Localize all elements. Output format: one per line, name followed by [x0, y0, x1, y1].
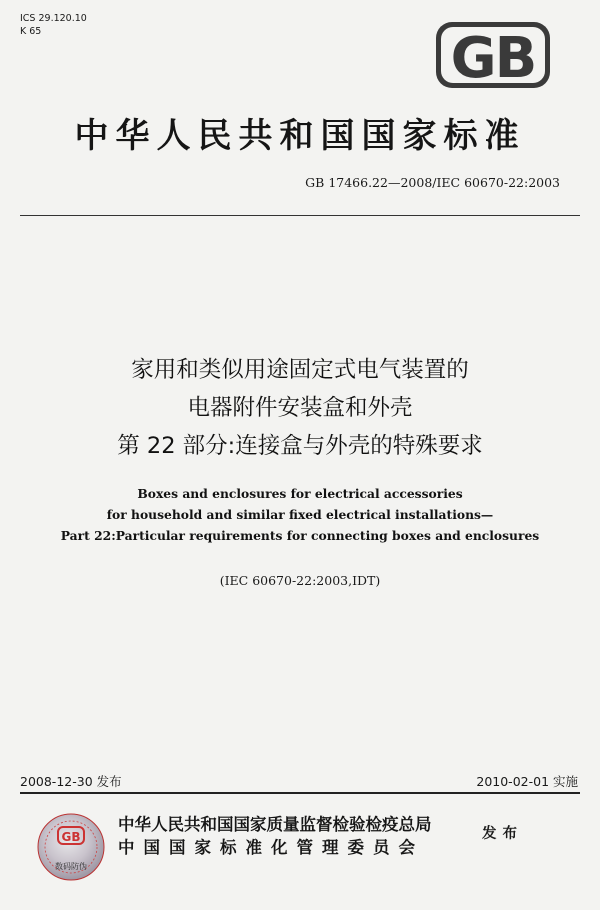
chinese-title-line-3: 第 22 部分:连接盒与外壳的特殊要求: [117, 433, 483, 459]
standard-number: GB 17466.22—2008/IEC 60670-22:2003: [305, 175, 560, 190]
chinese-title-line-1: 家用和类似用途固定式电气装置的: [131, 357, 469, 383]
svg-text:GB: GB: [61, 830, 81, 844]
english-title-line-1: Boxes and enclosures for electrical accessories: [137, 486, 463, 501]
issuer-line-1: 中华人民共和国国家质量监督检验检疫总局: [118, 815, 432, 834]
gb-logo: [434, 20, 552, 90]
seal-label: 数码防伪: [55, 862, 87, 871]
implementation-date: 2010-02-01 实施: [476, 774, 578, 789]
anti-counterfeit-seal: [36, 812, 106, 882]
english-title-line-3: Part 22:Particular requirements for connecting boxes and enclosures: [60, 528, 540, 543]
equivalence-note: (IEC 60670-22:2003,IDT): [219, 573, 381, 588]
english-title-line-2: for household and similar fixed electrical installations—: [106, 507, 494, 522]
header-divider: [20, 215, 580, 216]
chinese-title-line-2: 电器附件安装盒和外壳: [187, 395, 413, 421]
publish-label: 发布: [482, 826, 523, 842]
issuer-line-2: 中国国家标准化管理委员会: [118, 838, 424, 857]
gb-logo-text: GB: [450, 26, 536, 90]
ccs-code: K 65: [20, 26, 42, 37]
issue-date: 2008-12-30 发布: [20, 774, 122, 789]
classification-codes: [20, 12, 87, 38]
standard-title: 中华人民共和国国家标准: [74, 116, 526, 156]
footer-divider: [20, 792, 580, 794]
ics-code: ICS 29.120.10: [20, 13, 87, 24]
